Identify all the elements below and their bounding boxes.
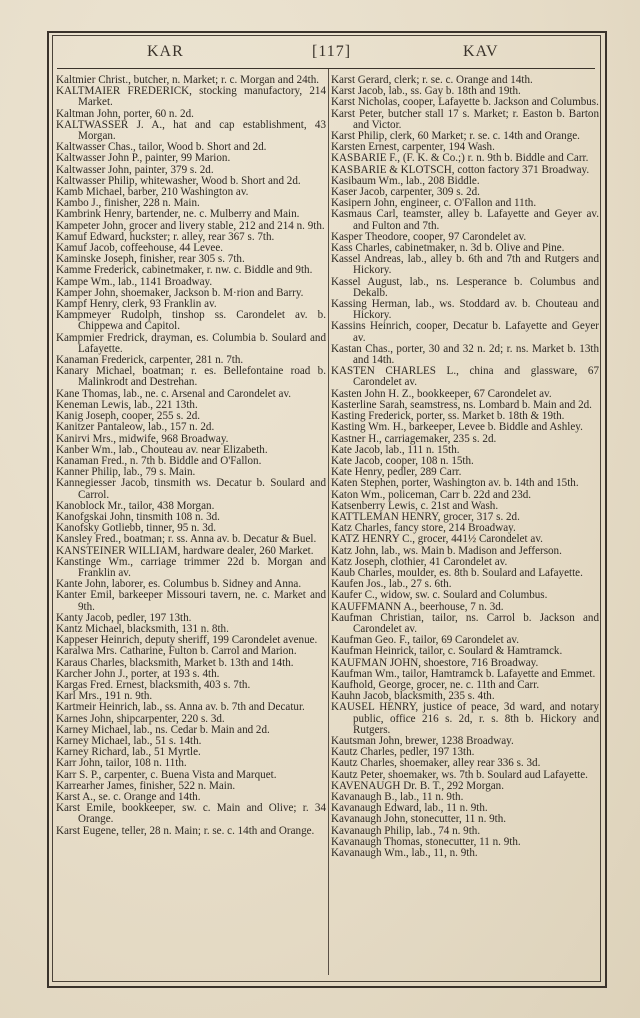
directory-entry: Kanoblock Mr., tailor, 438 Morgan. [56,499,215,512]
directory-entry: Kanitzer Pantaleow, lab., 157 n. 2d. [56,421,215,434]
directory-entry: Katz John, lab., ws. Main b. Madison and Jefferson. [331,544,562,557]
page-number: [117] [312,43,352,60]
directory-entry: Kane Thomas, lab., ne. c. Arsenal and Carondelet av. [56,387,292,400]
directory-column-left [56,75,326,837]
directory-entry: Kasten John H. Z., bookkeeper, 67 Carondelet av. [331,387,552,400]
directory-entry: Karst Gerard, clerk; r. se. c. Orange and 14th. [331,74,533,86]
directory-entry: Kanter Emil, barkeeper Missouri tavern, ne. c. Market and 9th. [56,589,326,613]
directory-entry: Kambrink Henry, bartender, ne. c. Mulberry and Main. [56,208,300,221]
directory-entry: Kavanaugh Wm., lab., 11, n. 9th. [331,847,478,860]
directory-entry: KAVENAUGH Dr. B. T., 292 Morgan. [331,779,504,792]
page-header [57,40,595,68]
directory-entry: Kanary Michael, boatman; r. es. Bellefontaine road b. Malinkrodt and Destrehan. [56,365,326,389]
directory-entry: Kassel Andreas, lab., alley b. 6th and 7th and Rutgers and Hickory. [331,253,599,277]
directory-entry: Kautsman John, brewer, 1238 Broadway. [331,734,514,747]
directory-entry: Karst Emile, bookkeeper, sw. c. Main and Olive; r. 34 Orange. [56,802,326,826]
directory-entry: KAUFMAN JOHN, shoestore, 716 Broadway. [331,656,539,669]
directory-entry: Kautz Charles, shoemaker, alley rear 336 s. 3d. [331,757,541,770]
directory-entry: Kasibaum Wm., lab., 208 Biddle. [331,174,480,187]
directory-entry: Kasterline Sarah, seamstress, ns. Lombard b. Main and 2d. [331,398,592,411]
directory-entry: KATZ HENRY C., grocer, 441½ Carondelet av. [331,533,543,546]
directory-entry: Kautz Peter, shoemaker, ws. 7th b. Soulard aud Lafayette. [331,768,588,781]
directory-entry: Kanirvi Mrs., midwife, 968 Broadway. [56,432,229,445]
directory-entry: Kanner Philip, lab., 79 s. Main. [56,466,196,479]
directory-entry: Kate Henry, pedler, 289 Carr. [331,466,462,479]
directory-entry: Kaltwasser John, painter, 379 s. 2d. [56,163,214,176]
directory-entry: Karst Peter, butcher stall 17 s. Market; r. Easton b. Barton and Victor. [331,107,599,131]
directory-entry: Kaufhold, George, grocer, ne. c. 11th and Carr. [331,678,540,691]
directory-entry: KASBARIE F., (F. K. & Co.;) r. n. 9th b. Biddle and Carr. [331,152,589,165]
directory-entry: Kate Jacob, lab., 111 n. 15th. [331,443,460,456]
directory-entry: Kantz Michael, blacksmith, 131 n. 8th. [56,622,229,635]
directory-entry: Karney Michael, lab., ns. Cedar b. Main and 2d. [56,723,270,736]
directory-entry: KAUFFMANN A., beerhouse, 7 n. 3d. [331,600,504,613]
directory-entry: Kappeser Heinrich, deputy sheriff, 199 Carondelet avenue. [56,634,318,647]
directory-entry: KASTEN CHARLES L., china and glassware, 67 Carondelet av. [331,365,599,389]
directory-entry: Kastan Chas., porter, 30 and 32 n. 2d; r. ns. Market b. 13th and 14th. [331,342,599,367]
directory-entry: Karr S. P., carpenter, c. Buena Vista and Marquet. [56,768,277,781]
directory-entry: Kasting Wm. H., barkeeper, Levee b. Biddle and Ashley. [331,421,583,434]
directory-entry: Kavanaugh Thomas, stonecutter, 11 n. 9th. [331,835,521,848]
directory-entry: Kanofgskai John, tinsmith 108 n. 3d. [56,510,220,523]
directory-entry: Kamuf Jacob, coffeehouse, 44 Levee. [56,242,224,255]
directory-entry: Kargas Fred. Ernest, blacksmith, 403 s. 7th. [56,678,251,691]
directory-entry: Kautz Charles, pedler, 197 13th. [331,746,475,759]
directory-entry: Kanstinge Wm., carriage trimmer 22d b. Morgan and Franklin av. [56,555,326,579]
directory-entry: Karst Jacob, lab., ss. Gay b. 18th and 19th. [331,85,521,98]
directory-entry: Kassel August, lab., ns. Lesperance b. Columbus and Dekalb. [331,275,599,299]
directory-entry: Kampeter John, grocer and livery stable, 212 and 214 n. 9th. [56,219,325,232]
directory-entry: Kamper John, shoemaker, Jackson b. M·rion and Barry. [56,286,304,299]
directory-entry: Karst Nicholas, cooper, Lafayette b. Jackson and Columbus. [331,96,599,109]
directory-entry: Kannegiesser Jacob, tinsmith ws. Decatur b. Soulard and Carrol. [56,477,326,501]
directory-entry: Karnes John, shipcarpenter, 220 s. 3d. [56,712,225,725]
directory-column-right [331,75,599,859]
directory-entry: KANSTEINER WILLIAM, hardware dealer, 260 Market. [56,544,314,557]
directory-entry: Kaser Jacob, carpenter, 309 s. 2d. [331,186,480,199]
directory-entry: Karsten Ernest, carpenter, 194 Wash. [331,141,495,154]
directory-entry: Katen Stephen, porter, Washington av. b. 14th and 15th. [331,477,579,490]
directory-entry: KALTMAIER FREDERICK, stocking manufactory, 214 Market. [56,85,326,109]
directory-entry: KAUSEL HENRY, justice of peace, 3d ward, and notary public, office 216 s. 2d, r. s. 8th b. Hickory and Rutgers. [331,701,599,736]
directory-entry: Kaltwasser Chas., tailor, Wood b. Short and 2d. [56,141,267,154]
directory-entry: Kaufen Jos., lab., 27 s. 6th. [331,578,452,591]
directory-entry: Karl Mrs., 191 n. 9th. [56,690,153,703]
directory-entry: Karcher John J., porter, at 193 s. 4th. [56,667,220,680]
directory-entry: Kamb Michael, barber, 210 Washington av. [56,186,249,199]
directory-entry: Kaminske Joseph, finisher, rear 305 s. 7th. [56,253,245,266]
directory-entry: Katon Wm., policeman, Carr b. 22d and 23d. [331,488,532,501]
directory-entry: Kaub Charles, moulder, es. 8th b. Soulard and Lafayette. [331,566,583,579]
directory-entry: Kanaman Fred., n. 7th b. Biddle and O'Fallon. [56,454,262,467]
directory-entry: Katsenberry Lewis, c. 21st and Wash. [331,499,499,512]
directory-entry: Kauhn Jacob, blacksmith, 235 s. 4th. [331,690,495,703]
directory-entry: KALTWASSER J. A., hat and cap establishment, 43 Morgan. [56,118,326,143]
directory-entry: Karst Philip, clerk, 60 Market; r. se. c. 14th and Orange. [331,130,580,143]
directory-entry: Karrearher James, finisher, 522 n. Main. [56,779,236,792]
directory-entry: Kamme Frederick, cabinetmaker, r. nw. c. Biddle and 9th. [56,264,313,277]
directory-entry: Kasmaus Carl, teamster, alley b. Lafayette and Geyer av. and Fulton and 7th. [331,208,599,232]
directory-entry: Kaltwasser Philip, whitewasher, Wood b. Short and 2d. [56,174,301,187]
directory-entry: Kanofsky Gotliebb, tinner, 95 n. 3d. [56,522,217,535]
directory-entry: Kartmeir Heinrich, lab., ss. Anna av. b. 7th and Decatur. [56,701,305,714]
directory-entry: Kambo J., finisher, 228 n. Main. [56,197,200,210]
directory-entry: Katz Charles, fancy store, 214 Broadway. [331,522,516,535]
directory-entry: KASBARIE & KLOTSCH, cotton factory 371 Broadway. [331,163,590,176]
directory-entry: Keneman Lewis, lab., 221 13th. [56,398,198,411]
directory-entry: Kanty Jacob, pedler, 197 13th. [56,611,192,624]
directory-entry: Kaufman Christian, tailor, ns. Carrol b. Jackson and Carondelet av. [331,611,599,635]
directory-entry: Kanaman Frederick, carpenter, 281 n. 7th. [56,354,244,367]
header-left-guideword: KAR [147,43,184,60]
directory-entry: Kassins Heinrich, cooper, Decatur b. Lafayette and Geyer av. [331,320,599,344]
directory-entry: Kampe Wm., lab., 1141 Broadway. [56,275,213,288]
directory-entry: Kaltman John, porter, 60 n. 2d. [56,107,194,120]
directory-entry: KATTLEMAN HENRY, grocer, 317 s. 2d. [331,510,520,523]
directory-entry: Kanber Wm., lab., Chouteau av. near Elizabeth. [56,443,268,456]
directory-entry: Karr John, tailor, 108 n. 11th. [56,757,187,770]
header-right-guideword: KAV [463,43,499,60]
directory-entry: Karst A., se. c. Orange and 14th. [56,791,201,803]
directory-entry: Kassing Herman, lab., ws. Stoddard av. b. Chouteau and Hickory. [331,298,599,322]
directory-entry: Kaltwasser John P., painter, 99 Marion. [56,152,231,165]
directory-entry: Kasipern John, engineer, c. O'Fallon and 11th. [331,197,537,210]
directory-entry: Karst Eugene, teller, 28 n. Main; r. se. c. 14th and Orange. [56,824,315,837]
directory-entry: Kanig Joseph, cooper, 255 s. 2d. [56,410,201,423]
directory-entry: Kavanaugh B., lab., 11 n. 9th. [331,791,464,803]
directory-entry: Kaufman Geo. F., tailor, 69 Carondelet av. [331,634,520,647]
directory-entry: Karaus Charles, blacksmith, Market b. 13th and 14th. [56,656,294,669]
directory-entry: Kate Jacob, cooper, 108 n. 15th. [331,454,474,467]
directory-entry: Kasting Frederick, porter, ss. Market b. 18th & 19th. [331,410,565,423]
column-divider [328,69,329,975]
directory-entry: Kavanaugh Edward, lab., 11 n. 9th. [331,802,488,815]
directory-entry: Kavanaugh John, stonecutter, 11 n. 9th. [331,813,507,826]
directory-entry: Kamuf Edward, huckster; r. alley, rear 367 s. 7th. [56,230,275,243]
directory-entry: Kavanaugh Philip, lab., 74 n. 9th. [331,824,481,837]
directory-entry: Karney Richard, lab., 51 Myrtle. [56,746,201,759]
directory-entry: Kasper Theodore, cooper, 97 Carondelet av. [331,230,527,243]
directory-entry: Kass Charles, cabinetmaker, n. 3d b. Olive and Pine. [331,242,565,255]
directory-entry: Karalwa Mrs. Catharine, Fulton b. Carrol and Marion. [56,645,297,658]
directory-entry: Kastner H., carriagemaker, 235 s. 2d. [331,432,497,445]
directory-entry: Kaufman Heinrick, tailor, c. Soulard & Hamtramck. [331,645,563,658]
directory-entry: Karney Michael, lab., 51 s. 14th. [56,734,202,747]
header-rule [57,68,595,69]
directory-entry: Kaufman Wm., tailor, Hamtramck b. Lafayette and Emmet. [331,667,596,680]
directory-entry: Kansley Fred., boatman; r. ss. Anna av. b. Decatur & Buel. [56,533,317,546]
directory-entry: Kaltmier Christ., butcher, n. Market; r. c. Morgan and 24th. [56,74,320,86]
directory-entry: Kampmier Fredrick, drayman, es. Columbia b. Soulard and Lafayette. [56,331,326,355]
directory-entry: Kampf Henry, clerk, 93 Franklin av. [56,298,217,311]
directory-entry: Kante John, laborer, es. Columbus b. Sidney and Anna. [56,578,302,591]
directory-entry: Kaufer C., widow, sw. c. Soulard and Columbus. [331,589,548,602]
directory-entry: Kampmeyer Rudolph, tinshop ss. Carondelet av. b. Chippewa and Capitol. [56,309,326,333]
directory-entry: Katz Joseph, clothier, 41 Carondelet av. [331,555,508,568]
